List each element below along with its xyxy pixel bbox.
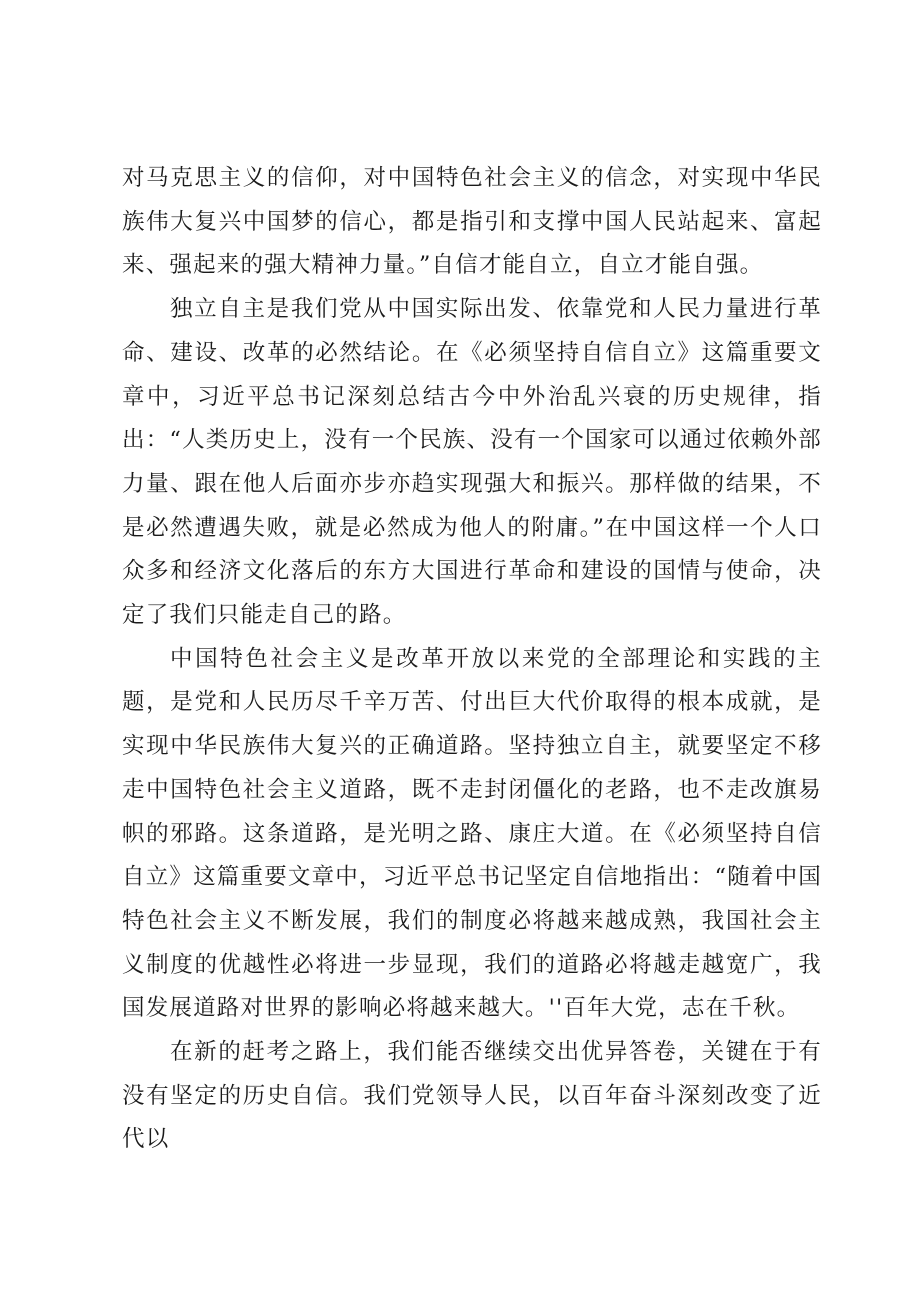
document-body (122, 157, 822, 1162)
paragraph-4: 在新的赶考之路上，我们能否继续交出优异答卷，关键在于有没有坚定的历史自信。我们党领导人民，以百年奋斗深刻改变了近代以 (122, 1039, 822, 1153)
paragraph-1-continued: 对马克思主义的信仰，对中国特色社会主义的信念，对实现中华民族伟大复兴中国梦的信心，都是指引和支撑中国人民站起来、富起来、强起来的强大精神力量。”自信才能自立，自立才能自强。 (122, 165, 822, 279)
paragraph-2: 独立自主是我们党从中国实际出发、依靠党和人民力量进行革命、建设、改革的必然结论。在《必须坚持自信自立》这篇重要文章中，习近平总书记深刻总结古今中外治乱兴衰的历史规律，指出：“人类历史上，没有一个民族、没有一个国家可以通过依赖外部力量、跟在他人后面亦步亦趋实现强大和振兴。那样做的结果，不是必然遭遇失败，就是必然成为他人的附庸。”在中国这样一个人口众多和经济文化落后的东方大国进行革命和建设的国情与使命，决定了我们只能走自己的路。 (122, 296, 823, 629)
paragraph-3: 中国特色社会主义是改革开放以来党的全部理论和实践的主题，是党和人民历尽千辛万苦、付出巨大代价取得的根本成就，是实现中华民族伟大复兴的正确道路。坚持独立自主，就要坚定不移走中国特色社会主义道路，既不走封闭僵化的老路，也不走改旗易帜的邪路。这条道路，是光明之路、康庄大道。在《必须坚持自信自立》这篇重要文章中，习近平总书记坚定自信地指出：“随着中国特色社会主义不断发展，我们的制度必将越来越成熟，我国社会主义制度的优越性必将进一步显现，我们的道路必将越走越宽广，我国发展道路对世界的影响必将越来越大。''百年大党，志在千秋。 (122, 645, 823, 1022)
